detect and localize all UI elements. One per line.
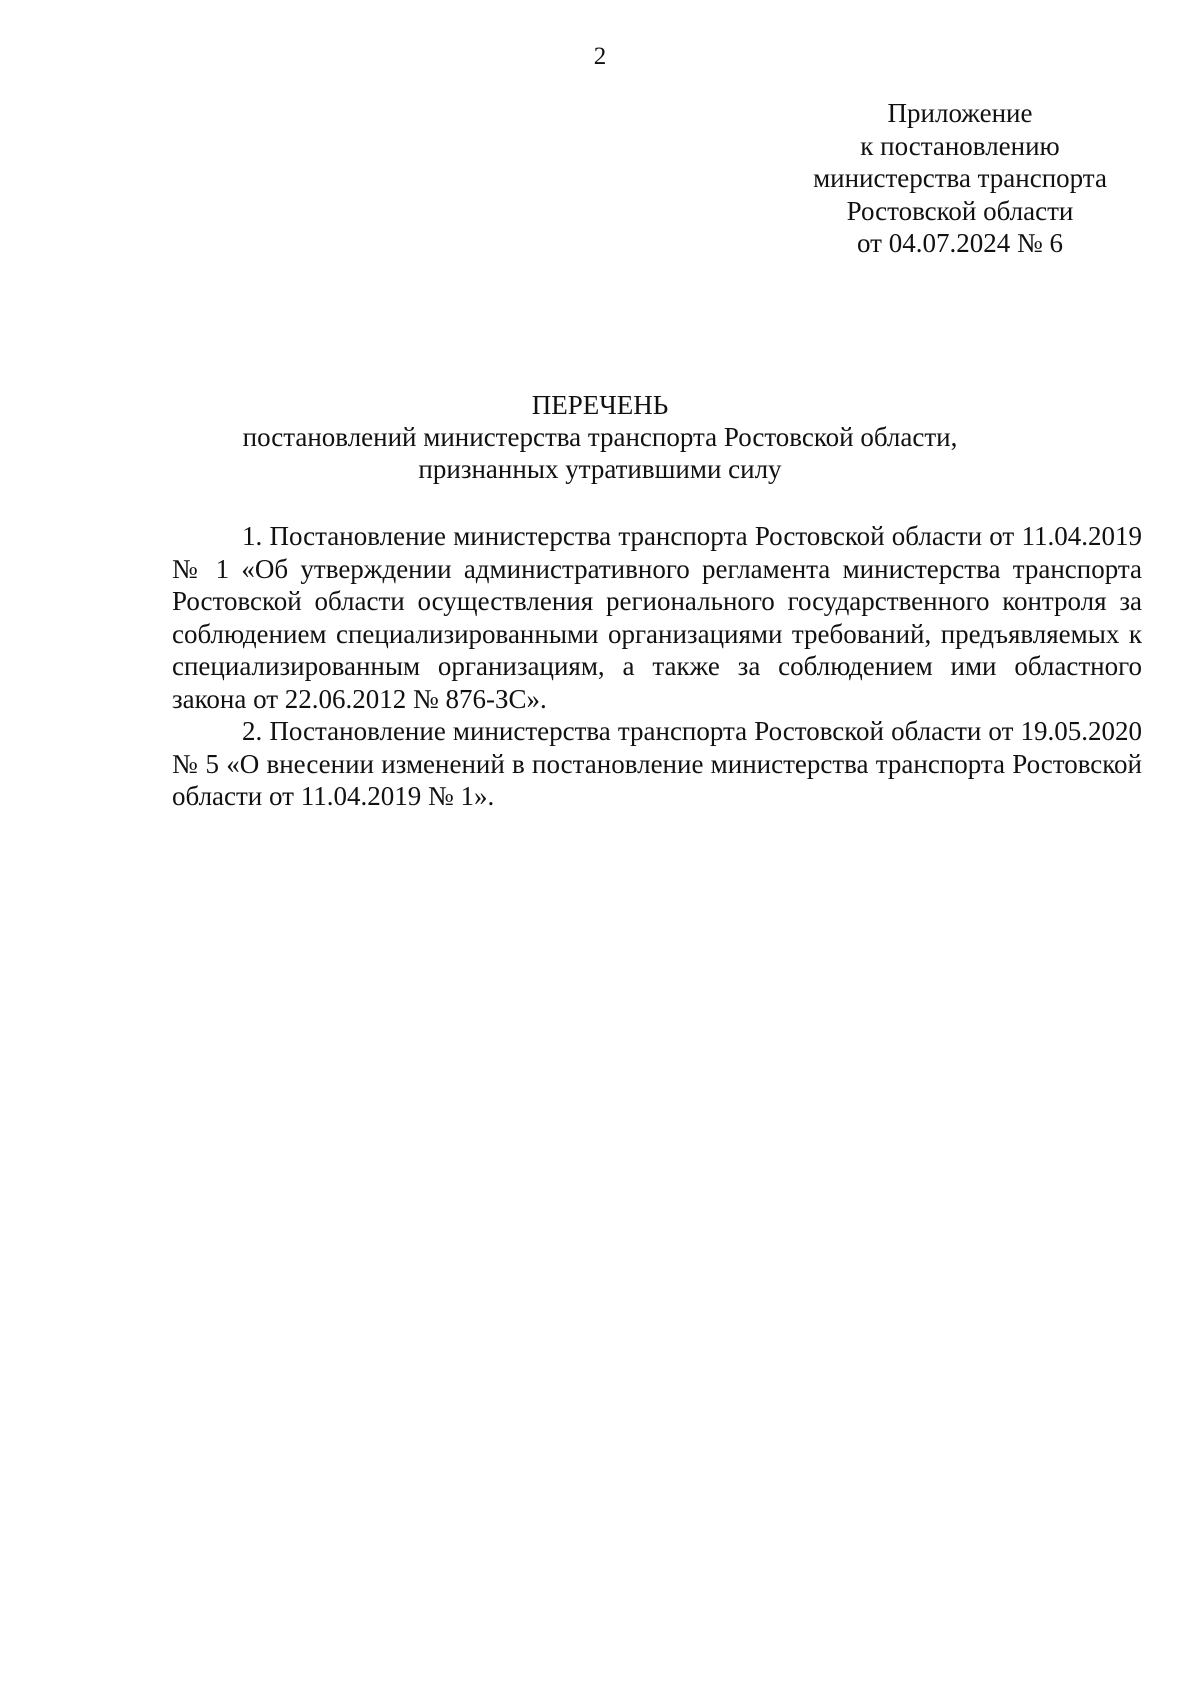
document-subtitle: постановлений министерства транспорта Ростовской области, [242, 422, 958, 452]
list-item: 2. Постановление министерства транспорта Ростовской области от 19.05.2020 № 5 «О внесении изменений в постановление министерства транспорта Ростовской области от 11.04.2019 № 1». [172, 716, 1142, 811]
appendix-block [810, 97, 1110, 260]
appendix-line: министерства транспорта [813, 163, 1107, 193]
appendix-line: Приложение [887, 98, 1033, 128]
document-subtitle: признанных утратившими силу [418, 454, 782, 484]
document-heading: ПЕРЕЧЕНЬ [531, 390, 669, 420]
list-item: 1. Постановление министерства транспорта Ростовской области от 11.04.2019 № 1 «Об утверждении административного регламента министерства транспорта Ростовской области осуществления регионального государственного контроля за соблюдением специализированными организациями требований, предъявляемых к специализированным организациям, а также за соблюдением ими областного закона от 22.06.2012 № 876-ЗС». [172, 521, 1142, 714]
document-body [172, 520, 1142, 813]
appendix-line: Ростовской области [846, 195, 1074, 226]
page-number: 2 [593, 43, 607, 70]
document-title-block [0, 389, 1200, 485]
appendix-line: к постановлению [860, 130, 1060, 161]
appendix-date-number: от 04.07.2024 № 6 [857, 228, 1063, 258]
